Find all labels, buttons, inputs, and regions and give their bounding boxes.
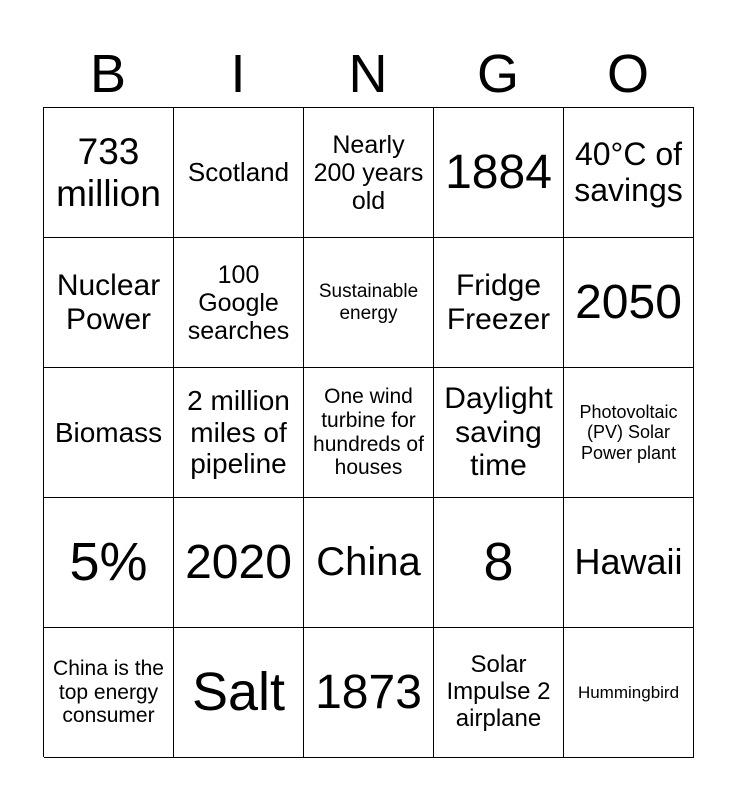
bingo-header (43, 40, 693, 108)
bingo-cell[interactable] (434, 368, 564, 498)
bingo-cell[interactable] (304, 368, 434, 498)
bingo-cell-text: 1884 (445, 145, 552, 199)
bingo-cell[interactable] (434, 108, 564, 238)
header-letter-o: O (606, 44, 649, 104)
bingo-cell[interactable] (44, 368, 174, 498)
bingo-cell[interactable] (564, 498, 694, 628)
bingo-cell[interactable] (564, 368, 694, 498)
header-letter-b: B (89, 44, 127, 104)
bingo-cell-text: Hawaii (574, 541, 683, 583)
bingo-cell-text: 733 million (56, 131, 161, 214)
bingo-cell[interactable] (44, 108, 174, 238)
bingo-cell-text: 40°C of savings (574, 135, 683, 208)
bingo-grid (43, 107, 694, 757)
bingo-cell[interactable] (304, 628, 434, 758)
bingo-cell[interactable] (304, 108, 434, 238)
bingo-cell[interactable] (174, 368, 304, 498)
bingo-cell-text: 2020 (185, 535, 292, 589)
bingo-cell-text: 2050 (575, 275, 682, 329)
bingo-cell-text: 8 (483, 532, 514, 593)
bingo-cell-text: One wind turbine for hundreds of houses (313, 385, 424, 480)
bingo-cell[interactable] (44, 628, 174, 758)
bingo-cell[interactable] (564, 238, 694, 368)
header-letter-g: G (476, 44, 519, 104)
bingo-cell[interactable] (44, 238, 174, 368)
bingo-cell-text: Nuclear Power (56, 268, 161, 336)
bingo-cell[interactable] (44, 498, 174, 628)
bingo-cell[interactable] (174, 108, 304, 238)
bingo-cell-text: Salt (191, 662, 286, 723)
bingo-cell-text: Biomass (54, 416, 163, 448)
bingo-cell-text: Photovoltaic (PV) Solar Power plant (579, 402, 678, 463)
bingo-cell-text: China (316, 540, 421, 585)
bingo-cell[interactable] (304, 238, 434, 368)
header-letter-i: I (230, 44, 246, 104)
bingo-cell[interactable] (434, 238, 564, 368)
bingo-cell-text: 1873 (315, 665, 422, 719)
bingo-cell[interactable] (434, 498, 564, 628)
bingo-cell-text: 100 Google searches (187, 260, 290, 345)
header-letter-n: N (348, 44, 388, 104)
bingo-cell-text: Solar Impulse 2 airplane (446, 651, 551, 732)
bingo-cell-text: 5% (69, 532, 148, 593)
bingo-cell-text: Nearly 200 years old (313, 130, 424, 215)
bingo-cell-text: China is the top energy consumer (53, 657, 164, 728)
bingo-cell-text: Fridge Freezer (446, 268, 551, 336)
bingo-cell[interactable] (304, 498, 434, 628)
bingo-cell[interactable] (564, 628, 694, 758)
bingo-cell[interactable] (434, 628, 564, 758)
bingo-cell-text: Sustainable energy (318, 281, 419, 324)
bingo-cell-text: Daylight saving time (444, 382, 553, 483)
bingo-cell[interactable] (174, 628, 304, 758)
bingo-cell-text: Hummingbird (577, 682, 680, 702)
bingo-cell-text: 2 million miles of pipeline (187, 385, 290, 480)
bingo-cell[interactable] (174, 238, 304, 368)
bingo-cell-text: Scotland (187, 156, 290, 187)
bingo-cell[interactable] (564, 108, 694, 238)
bingo-cell[interactable] (174, 498, 304, 628)
